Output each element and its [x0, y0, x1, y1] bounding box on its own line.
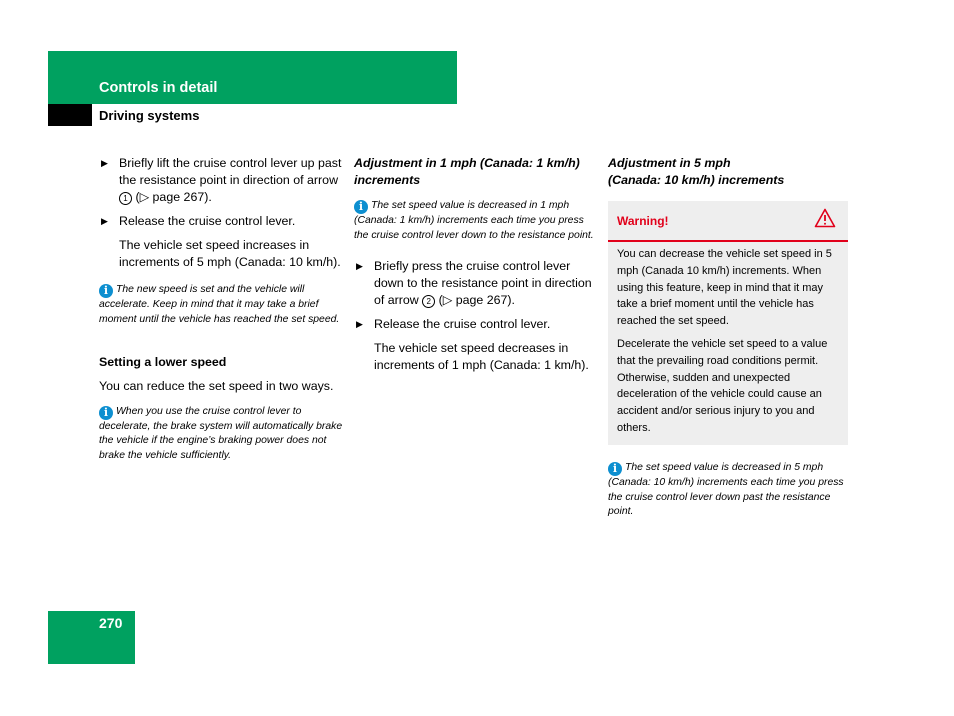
info-note: i The new speed is set and the vehicle will accelerate. Keep in mind that it may take a brief moment until the vehicle has reached the set speed. — [99, 284, 340, 325]
subheading: Adjustment in 5 mph (Canada: 10 km/h) increments — [608, 156, 785, 187]
info-icon: i — [608, 462, 622, 476]
info-note: i The set speed value is decreased in 1 mph (Canada: 1 km/h) increments each time you press the cruise control lever down to the resistance point. — [354, 200, 594, 241]
step-item: ▶ Release the cruise control lever. — [356, 316, 551, 331]
warning-triangle-icon — [814, 208, 836, 233]
page-number: 270 — [99, 615, 123, 631]
info-icon: i — [354, 200, 368, 214]
warning-body — [608, 242, 848, 445]
step-item: ▶ Briefly lift the cruise control lever up past the resistance point in direction of arrow 1 (▷ page 267). — [101, 156, 342, 204]
triangle-bullet-icon: ▶ — [356, 260, 363, 271]
info-note: i When you use the cruise control lever to decelerate, the brake system will automatically brake the vehicle if the engine’s braking power does not brake the vehicle sufficiently. — [99, 405, 343, 462]
column-1 — [99, 155, 343, 474]
arrow-number-icon: 1 — [119, 192, 132, 205]
subsection-marker — [48, 104, 92, 126]
step-result: The vehicle set speed increases in increments of 5 mph (Canada: 10 km/h). — [119, 238, 341, 269]
warning-paragraph: Decelerate the vehicle set speed to a value that the prevailing road conditions permit. Otherwise, sudden and unexpected deceleration of the vehicle could cause an accident and/or serious injury to you and others. — [617, 337, 828, 434]
warning-box — [608, 201, 848, 445]
subheading: Setting a lower speed — [99, 354, 227, 369]
triangle-bullet-icon: ▶ — [101, 216, 108, 226]
warning-label: Warning! — [617, 214, 669, 228]
arrow-number-icon: 2 — [422, 295, 435, 308]
column-3 — [608, 155, 848, 530]
triangle-bullet-icon: ▶ — [101, 158, 108, 168]
info-icon: i — [99, 284, 113, 298]
warning-paragraph: You can decrease the vehicle set speed in 5 mph (Canada 10 km/h) increments. When using this feature, keep in mind that it may take a brief moment until the vehicle has reached the set speed. — [617, 248, 832, 328]
column-2 — [354, 155, 594, 383]
triangle-bullet-icon: ▶ — [356, 318, 363, 329]
step-item: ▶ Briefly press the cruise control lever down to the resistance point in direction of arrow 2 (▷ page 267). — [356, 258, 592, 307]
info-note: i The set speed value is decreased in 5 mph (Canada: 10 km/h) increments each time you press the cruise control lever down past the resistance point. — [608, 461, 844, 518]
info-icon: i — [99, 406, 113, 420]
step-result: The vehicle set speed decreases in increments of 1 mph (Canada: 1 km/h). — [374, 340, 589, 372]
step-item: ▶ Release the cruise control lever. — [101, 214, 296, 228]
subheading: Adjustment in 1 mph (Canada: 1 km/h) increments — [354, 156, 580, 187]
section-title: Controls in detail — [99, 80, 218, 96]
header-band — [48, 51, 457, 104]
paragraph: You can reduce the set speed in two ways. — [99, 378, 334, 393]
warning-header — [608, 201, 848, 242]
subsection-title: Driving systems — [99, 108, 200, 123]
